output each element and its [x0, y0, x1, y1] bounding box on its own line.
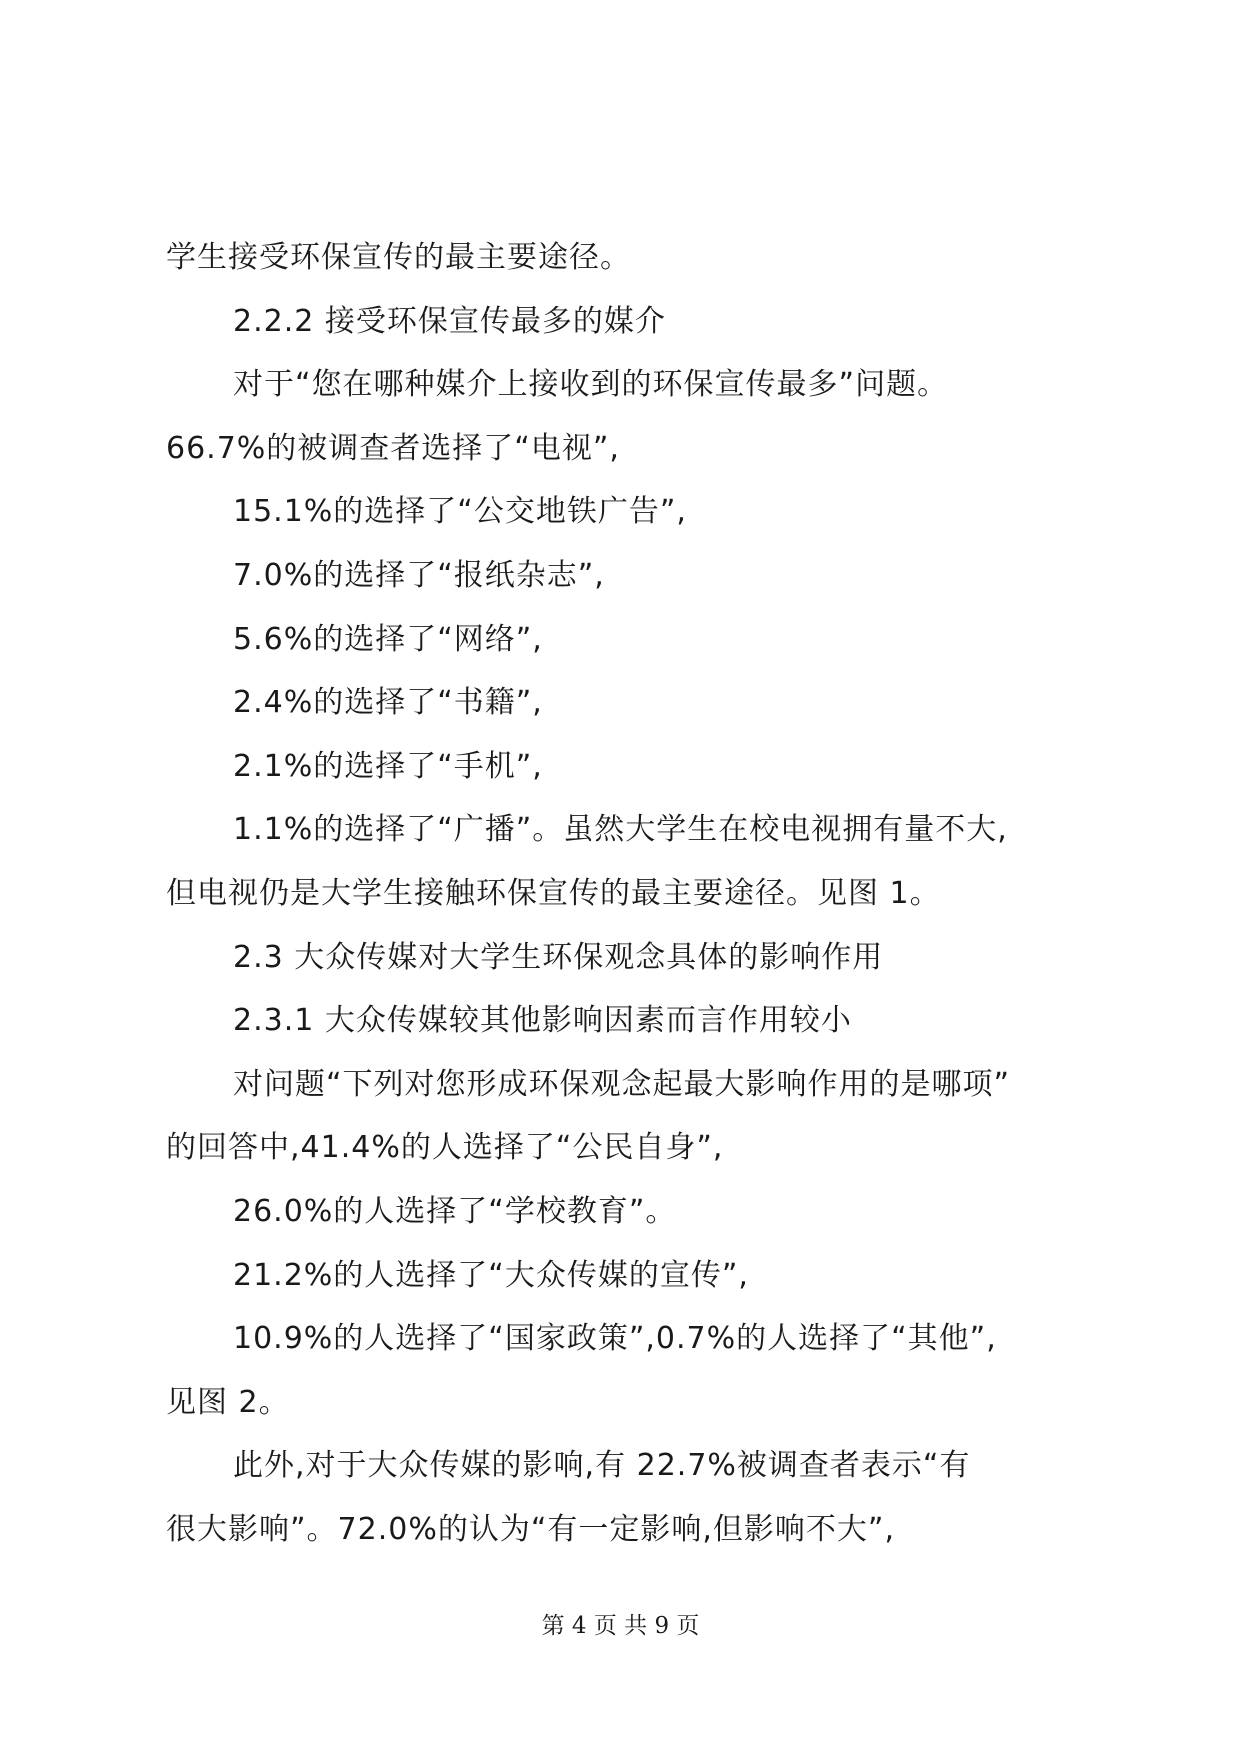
text-line: 2.3.1 大众传媒较其他影响因素而言作用较小	[233, 1003, 852, 1039]
text-line: 2.1%的选择了“手机”,	[233, 748, 543, 784]
text-line: 此外,对于大众传媒的影响,有 22.7%被调查者表示“有	[233, 1448, 971, 1484]
text-line: 2.3 大众传媒对大学生环保观念具体的影响作用	[233, 939, 884, 975]
text-line: 66.7%的被调查者选择了“电视”,	[166, 430, 620, 466]
text-line: 见图 2。	[166, 1384, 290, 1420]
text-line: 对问题“下列对您形成环保观念起最大影响作用的是哪项”	[233, 1066, 1011, 1102]
text-line: 7.0%的选择了“报纸杂志”,	[233, 557, 605, 593]
text-line: 学生接受环保宣传的最主要途径。	[166, 240, 631, 275]
text-line: 的回答中,41.4%的人选择了“公民自身”,	[166, 1130, 724, 1166]
text-line: 21.2%的人选择了“大众传媒的宣传”,	[233, 1257, 749, 1293]
page-footer: 第 4 页 共 9 页	[541, 1613, 700, 1639]
text-line: 2.2.2 接受环保宣传最多的媒介	[233, 303, 666, 339]
document-body	[166, 226, 1096, 1561]
text-line: 很大影响”。72.0%的认为“有一定影响,但影响不大”,	[166, 1511, 896, 1547]
text-line: 对于“您在哪种媒介上接收到的环保宣传最多”问题。	[233, 367, 949, 403]
text-line: 5.6%的选择了“网络”,	[233, 621, 543, 657]
text-line: 10.9%的人选择了“国家政策”,0.7%的人选择了“其他”,	[233, 1321, 997, 1357]
text-line: 2.4%的选择了“书籍”,	[233, 685, 543, 721]
text-line: 15.1%的选择了“公交地铁广告”,	[233, 494, 687, 530]
text-line: 但电视仍是大学生接触环保宣传的最主要途径。见图 1。	[166, 875, 941, 911]
text-line: 26.0%的人选择了“学校教育”。	[233, 1193, 677, 1229]
text-line: 1.1%的选择了“广播”。虽然大学生在校电视拥有量不大,	[233, 812, 1008, 848]
